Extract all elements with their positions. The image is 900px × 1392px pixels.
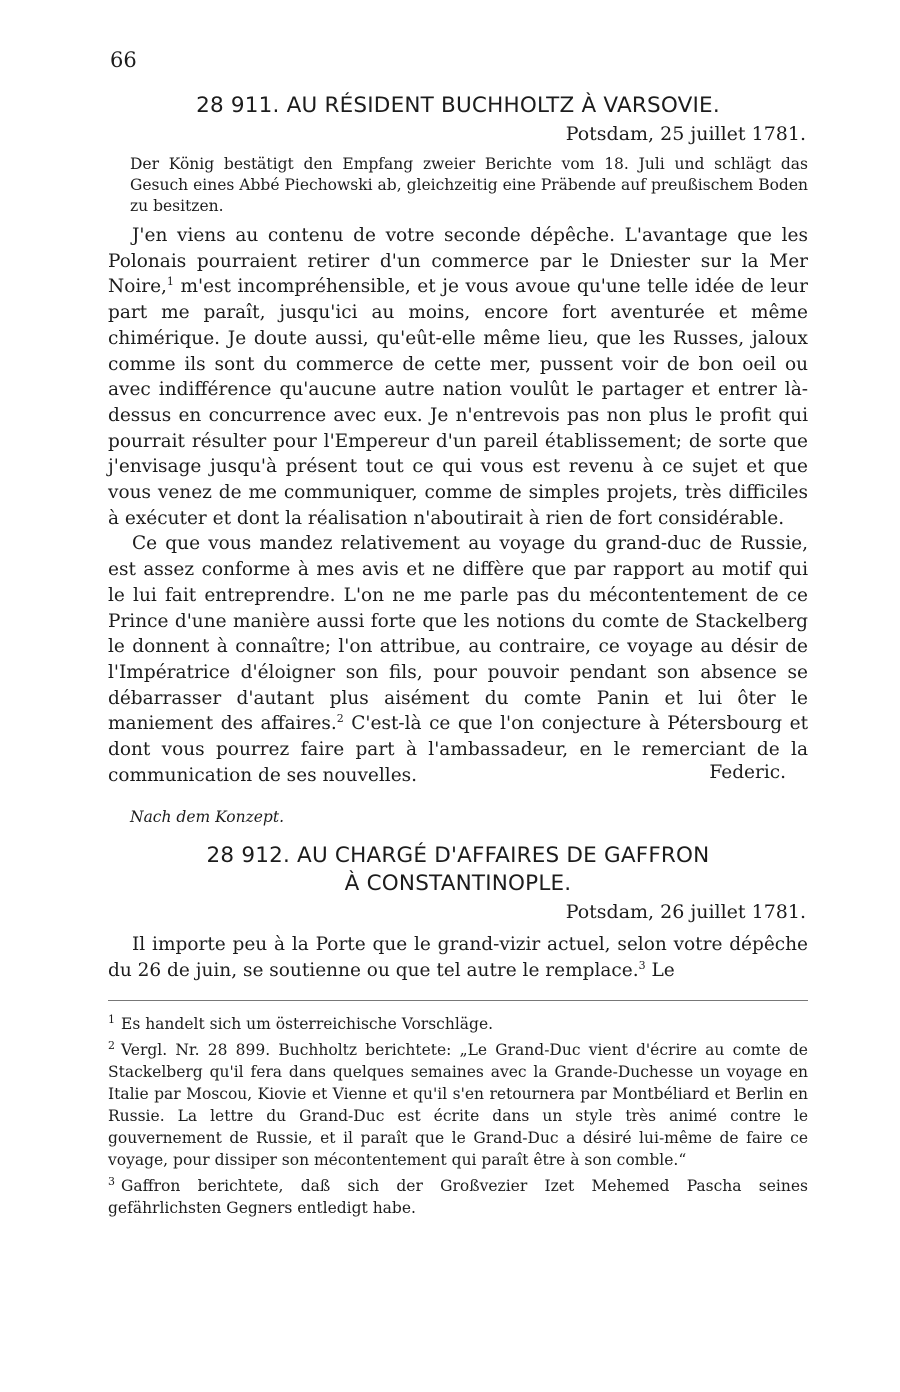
footnote-text: Vergl. Nr. 28 899. Buchholtz berichtete: „Le Grand-Duc vient d'écrire au comte de Stackelberg qu'il fera dans quelques semaines avec la Grande-Duchesse un voyage en Italie par Moscou, Kiovie et Vienne et qu'il s'en retournera par Montbéliard et Berlin en Russie. La lettre du Grand-Duc est écrite dans un style très animé contre le gouvernement de Russie, et il paraît que le Grand-Duc a désiré lui-même de faire ce voyage, pour dissiper son mécontentement qui paraît être à son comble.“ <box>108 1041 808 1170</box>
page-number: 66 <box>110 48 137 72</box>
footnotes <box>108 1009 808 1219</box>
source-note: Nach dem Konzept. <box>130 808 285 827</box>
letter-heading-line: 28 912. AU CHARGÉ D'AFFAIRES DE GAFFRON <box>206 843 710 869</box>
letter-heading-line: 28 911. AU RÉSIDENT BUCHHOLTZ À VARSOVIE. <box>196 93 720 118</box>
footnote-mark: 3 <box>108 1175 115 1189</box>
footnote-text: Gaffron berichtete, daß sich der Großvezier Izet Mehemed Pascha seines gefährlichsten Gegners entledigt habe. <box>108 1177 808 1218</box>
paragraph-text: Ce que vous mandez relativement au voyage du grand-duc de Russie, est assez conforme à mes avis et ne diffère que par rapport au motif qui le lui fait entreprendre. L'on ne me parle pas du mécontentement de ce Prince d'une manière aussi forte que les notions du comte de Stackelberg le donnent à connaître; l'on attribue, au contraire, ce voyage au désir de l'Impératrice d'éloigner son fils, pour pouvoir pendant son absence se débarrasser d'autant plus aisément du comte Panin et lui ôter le maniement des affaires. <box>108 533 808 735</box>
footnote <box>108 1009 808 1035</box>
page-content <box>108 92 808 1219</box>
paragraph-text: m'est incompréhensible, et je vous avoue qu'une telle idée de leur part me paraît, jusqu'ici au moins, encore fort aventurée et même chimérique. Je doute aussi, qu'eût-elle même lieu, que les Russes, jaloux comme ils sont du commerce de cette mer, pussent voir de bon oeil ou avec indifférence qu'aucune autre nation voulût le partager et entrer là-dessus en concurrence avec eux. Je n'entrevois pas non plus le profit qui pourrait résulter pour l'Empereur d'un pareil établissement; de sorte que j'envisage jusqu'à présent tout ce qui vous est revenu à ce sujet et que vous venez de me communiquer, comme de simples projets, très difficiles à exécuter et dont la réalisation n'aboutirait à rien de fort considérable. <box>108 276 808 529</box>
footnote-reference: 3 <box>638 959 646 973</box>
paragraph-text: Il importe peu à la Porte que le grand-vizir actuel, selon votre dépêche du 26 de juin, se soutienne ou que tel autre le remplace. <box>108 934 808 982</box>
signature: Federic. <box>709 762 786 784</box>
letter-paragraph <box>108 932 808 983</box>
letter-dateline: Potsdam, 25 juillet 1781. <box>565 123 806 145</box>
footnote-reference: 1 <box>166 275 174 289</box>
footnote-mark: 1 <box>108 1012 115 1026</box>
letter-paragraph <box>108 531 808 788</box>
letter-heading-line: À CONSTANTINOPLE. <box>344 871 572 897</box>
footnote <box>108 1171 808 1219</box>
footnote-text: Es handelt sich um österreichische Vorschläge. <box>121 1015 494 1034</box>
letter-paragraph <box>108 223 808 531</box>
footnote-divider <box>108 1000 808 1001</box>
letter-dateline: Potsdam, 26 juillet 1781. <box>565 901 806 924</box>
footnote <box>108 1035 808 1171</box>
paragraph-text: Le <box>645 960 675 982</box>
footnote-mark: 2 <box>108 1039 115 1053</box>
paragraph-text: C'est-là ce que l'on conjecture à Pétersbourg et dont vous pourrez faire part à l'ambassadeur, en le remerciant de la communication de ses nouvelles. <box>108 713 808 786</box>
paragraph-text: J'en viens au contenu de votre seconde dépêche. L'avantage que les Polonais pourraient retirer d'un commerce par le Dniester sur la Mer Noire, <box>108 225 808 298</box>
letter-28912 <box>108 842 808 983</box>
letter-28911 <box>108 92 808 828</box>
letter-heading <box>108 92 808 120</box>
letter-summary: Der König bestätigt den Empfang zweier Berichte vom 18. Juli und schlägt das Gesuch eines Abbé Piechowski ab, gleichzeitig eine Präbende auf preußischem Boden zu besitzen. <box>130 155 808 215</box>
footnote-reference: 2 <box>336 712 344 726</box>
letter-heading <box>108 842 808 898</box>
